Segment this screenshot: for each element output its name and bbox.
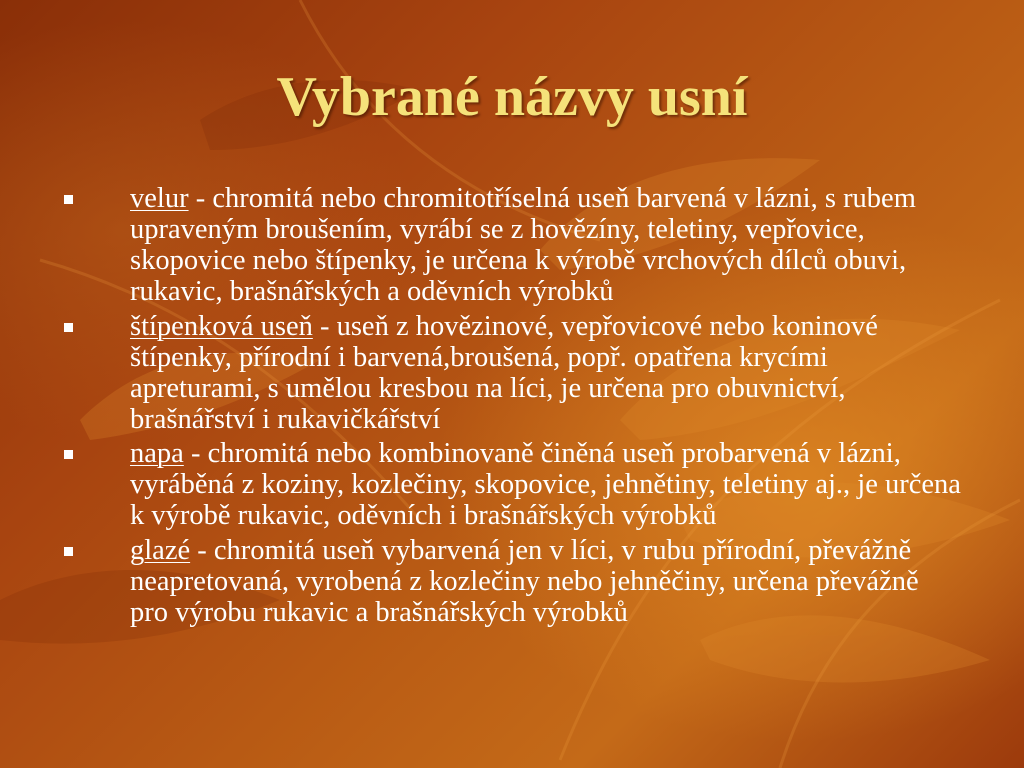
term-glaze: glazé bbox=[130, 534, 191, 566]
term-velur: velur bbox=[130, 183, 189, 214]
separator: - bbox=[190, 534, 214, 566]
separator: - bbox=[183, 438, 208, 469]
square-bullet-icon bbox=[64, 450, 73, 459]
list-item-stipenkova-usen bbox=[62, 311, 962, 435]
definition-napa: chromitá nebo kombinovaně činěná useň probarvená v lázni, vyráběná z koziny, kozlečiny, skopovice, jehnětiny, teletiny aj., je určena k výrobě rukavic, oděvních i brašnářských výrobků bbox=[130, 438, 961, 531]
separator: - bbox=[188, 183, 213, 214]
definition-stipenkova-usen: useň z hovězinové, vepřovicové nebo koninové štípenky, přírodní i barvená,broušená, popř. opatřena krycími apreturami, s umělou kresbou na líci, je určena pro obuvnictví, brašnářství i rukavičkářství bbox=[130, 310, 878, 435]
square-bullet-icon bbox=[64, 547, 73, 556]
term-napa: napa bbox=[130, 438, 184, 469]
definition-glaze: chromitá useň vybarvená jen v líci, v rubu přírodní, převážně neapretovaná, vyrobená z kozlečiny nebo jehněčiny, určena převážně pro výrobu rukavic a brašnářských výrobků bbox=[130, 534, 919, 628]
list-item-glaze bbox=[62, 535, 962, 628]
separator: - bbox=[312, 310, 337, 342]
slide-title: Vybrané názvy usní bbox=[276, 66, 748, 128]
term-stipenkova-usen: štípenková useň bbox=[130, 310, 313, 342]
list-item-napa bbox=[62, 438, 962, 531]
definition-velur: chromitá nebo chromitotříselná useň barvená v lázni, s rubem upraveným broušením, vyrábí se z hovězíny, teletiny, vepřovice, skopovice nebo štípenky, je určena k výrobě vrchových dílců obuvi, rukavic, brašnářských a oděvních výrobků bbox=[130, 183, 916, 307]
definition-list bbox=[62, 183, 962, 631]
square-bullet-icon bbox=[64, 195, 73, 204]
square-bullet-icon bbox=[64, 323, 73, 332]
list-item-velur bbox=[62, 183, 962, 307]
